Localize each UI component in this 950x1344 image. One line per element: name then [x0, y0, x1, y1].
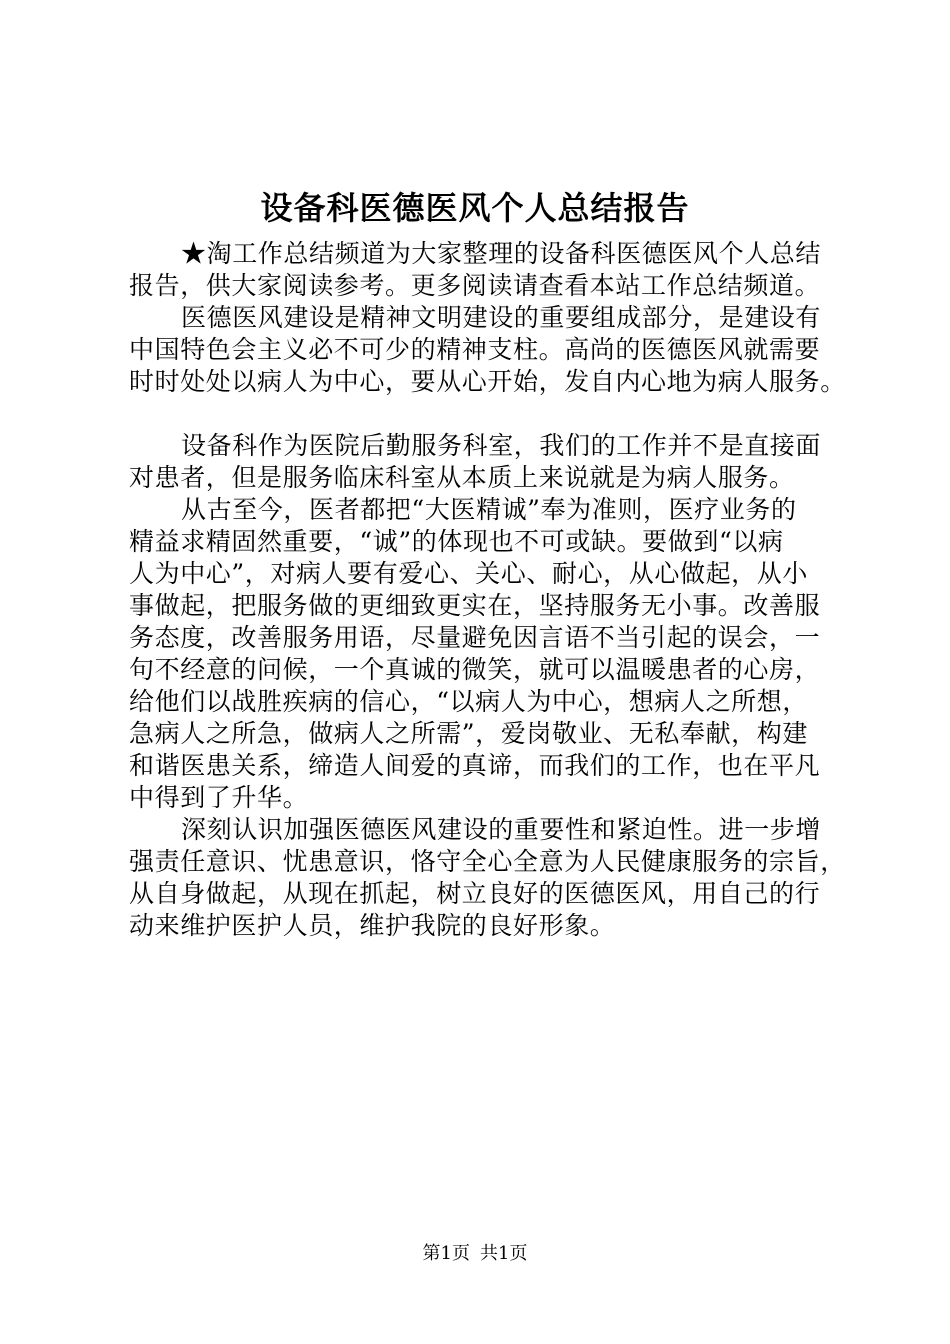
page-total: 共1页: [480, 1243, 528, 1264]
document-title: 设备科医德医风个人总结报告: [260, 189, 690, 227]
blank-line: [129, 398, 849, 430]
paragraph-line: 给他们以战胜疾病的信心，“以病人为中心，想病人之所想，: [129, 687, 808, 716]
paragraph-line: 强责任意识、忧患意识，恪守全心全意为人民健康服务的宗旨，: [129, 847, 846, 876]
paragraph-line: 动来维护医护人员，维护我院的良好形象。: [129, 911, 616, 940]
paragraph-line: 精益求精固然重要，“诚”的体现也不可或缺。要做到“以病: [129, 527, 784, 556]
paragraph-line: 医德医风建设是精神文明建设的重要组成部分，是建设有: [181, 303, 822, 332]
page-footer: [0, 1240, 950, 1268]
paragraph-line: 句不经意的问候，一个真诚的微笑，就可以温暖患者的心房，: [129, 655, 821, 684]
document-body: [129, 238, 849, 942]
paragraph-line: 务态度，改善服务用语，尽量避免因言语不当引起的误会，一: [129, 623, 821, 652]
paragraph-line: 从古至今，医者都把“大医精诚”奉为准则，医疗业务的: [181, 495, 797, 524]
paragraph-line: 从自身做起，从现在抓起，树立良好的医德医风，用自己的行: [129, 879, 821, 908]
paragraph-line: ★淘工作总结频道为大家整理的设备科医德医风个人总结: [181, 239, 822, 268]
paragraph-line: 中国特色会主义必不可少的精神支柱。高尚的医德医风就需要: [129, 335, 821, 364]
paragraph-line: 设备科作为医院后勤服务科室，我们的工作并不是直接面: [181, 431, 822, 460]
page-number: 第1页: [422, 1243, 470, 1264]
paragraph-line: 报告，供大家阅读参考。更多阅读请查看本站工作总结频道。: [129, 271, 821, 300]
paragraph-line: 时时处处以病人为中心，要从心开始，发自内心地为病人服务。: [129, 367, 846, 396]
paragraph-line: 事做起，把服务做的更细致更实在，坚持服务无小事。改善服: [129, 591, 821, 620]
paragraph-line: 急病人之所急，做病人之所需”，爱岗敬业、无私奉献，构建: [129, 719, 808, 748]
paragraph-line: 和谐医患关系，缔造人间爱的真谛，而我们的工作，也在平凡: [129, 751, 821, 780]
paragraph-line: 深刻认识加强医德医风建设的重要性和紧迫性。进一步增: [181, 815, 822, 844]
paragraph-line: 中得到了升华。: [129, 783, 309, 812]
paragraph-line: 对患者，但是服务临床科室从本质上来说就是为病人服务。: [129, 463, 795, 492]
paragraph-line: 人为中心”，对病人要有爱心、关心、耐心，从心做起，从小: [129, 559, 808, 588]
